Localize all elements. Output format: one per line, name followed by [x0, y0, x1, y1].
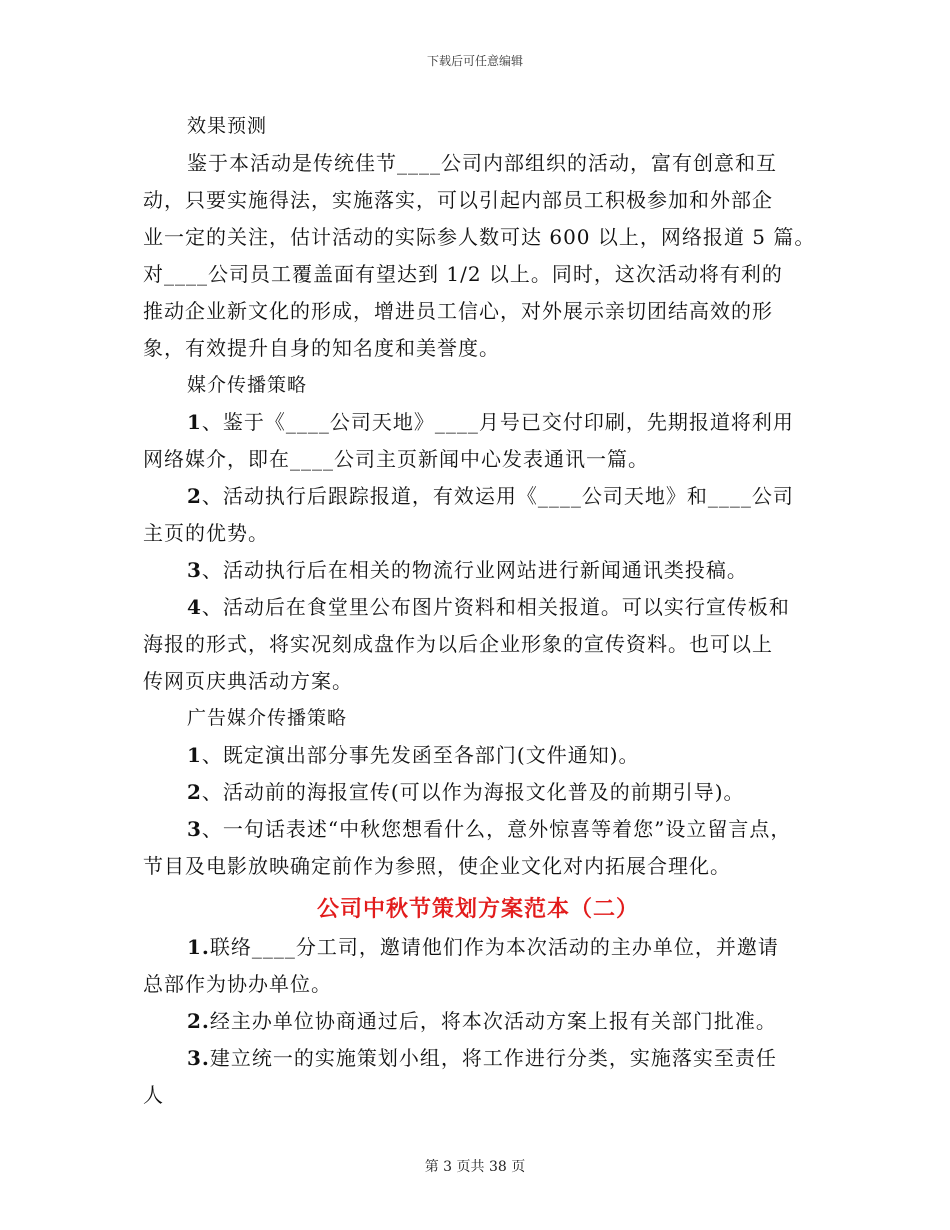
list-item-line [143, 552, 813, 589]
list-number: 1 [187, 410, 202, 434]
list-item-line: 传网页庆典活动方案。 [143, 669, 353, 693]
list-text: 联络____分工司，邀请他们作为本次活动的主办单位，并邀请 [209, 935, 779, 959]
list-item-line [143, 774, 813, 811]
list-text: 、一句话表述“中秋您想看什么，意外惊喜等着您”设立留言点， [201, 817, 792, 841]
section-heading-media-strategy: 媒介传播策略 [187, 374, 308, 396]
section-heading-effect-forecast: 效果预测 [187, 115, 268, 137]
list-item-line: 主页的优势。 [143, 521, 269, 545]
list-item-line [143, 1003, 813, 1040]
list-item-line [143, 589, 813, 626]
list-number: 3. [187, 1046, 210, 1070]
paragraph-line: 鉴于本活动是传统佳节____公司内部组织的活动，富有创意和互 [187, 151, 777, 175]
list-item-line: 总部作为协办单位。 [143, 972, 332, 996]
paragraph-line: 动，只要实施得法，实施落实，可以引起内部员工积极参加和外部企 [143, 188, 773, 212]
list-item-line: 节目及电影放映确定前作为参照，使企业文化对内拓展合理化。 [143, 854, 731, 878]
list-number: 4 [187, 595, 202, 619]
document-section-title: 公司中秋节策划方案范本（二） [316, 896, 639, 922]
list-item-line [143, 811, 813, 848]
list-text: 、活动后在食堂里公布图片资料和相关报道。可以实行宣传板和 [201, 595, 790, 619]
list-text: 建立统一的实施策划小组，将工作进行分类，实施落实至责任 [209, 1046, 777, 1070]
list-number: 3 [187, 558, 202, 582]
paragraph-line: 推动企业新文化的形成，增进员工信心，对外展示亲切团结高效的形 [143, 299, 773, 323]
list-item-line: 网络媒介，即在____公司主页新闻中心发表通讯一篇。 [143, 447, 649, 471]
list-number: 2. [187, 1009, 210, 1033]
list-text: 、既定演出部分事先发函至各部门(文件通知)。 [201, 743, 640, 767]
list-item-line [143, 737, 813, 774]
page-header: 下载后可任意编辑 [426, 54, 523, 68]
list-text: 经主办单位协商通过后，将本次活动方案上报有关部门批准。 [209, 1009, 777, 1033]
list-number: 1. [187, 935, 210, 959]
document-body [143, 108, 816, 1114]
list-text: 、活动前的海报宣传(可以作为海报文化普及的前期引导)。 [201, 780, 745, 804]
list-text: 、活动执行后跟踪报道，有效运用《____公司天地》和____公司 [201, 484, 794, 508]
list-item-line: 海报的形式，将实况刻成盘作为以后企业形象的宣传资料。也可以上 [143, 632, 773, 656]
list-number: 1 [187, 743, 202, 767]
list-item-line: 人 [143, 1083, 164, 1107]
list-text: 、活动执行后在相关的物流行业网站进行新闻通讯类投稿。 [201, 558, 748, 582]
list-number: 3 [187, 817, 202, 841]
paragraph-line: 象，有效提升自身的知名度和美誉度。 [143, 336, 500, 360]
list-text: 、鉴于《____公司天地》____月号已交付印刷，先期报道将利用 [201, 410, 794, 434]
list-item-line [143, 478, 813, 515]
page-footer: 第 3 页共 38 页 [424, 1159, 526, 1175]
list-number: 2 [187, 780, 202, 804]
list-item-line [143, 404, 813, 441]
paragraph-line: 对____公司员工覆盖面有望达到 1/2 以上。同时，这次活动将有利的 [143, 262, 783, 286]
list-item-line [143, 1040, 813, 1077]
paragraph-line: 业一定的关注，估计活动的实际参人数可达 600 以上，网络报道 5 篇。 [143, 225, 816, 249]
section-heading-ad-media-strategy: 广告媒介传播策略 [187, 707, 348, 729]
list-item-line [143, 929, 813, 966]
list-number: 2 [187, 484, 202, 508]
